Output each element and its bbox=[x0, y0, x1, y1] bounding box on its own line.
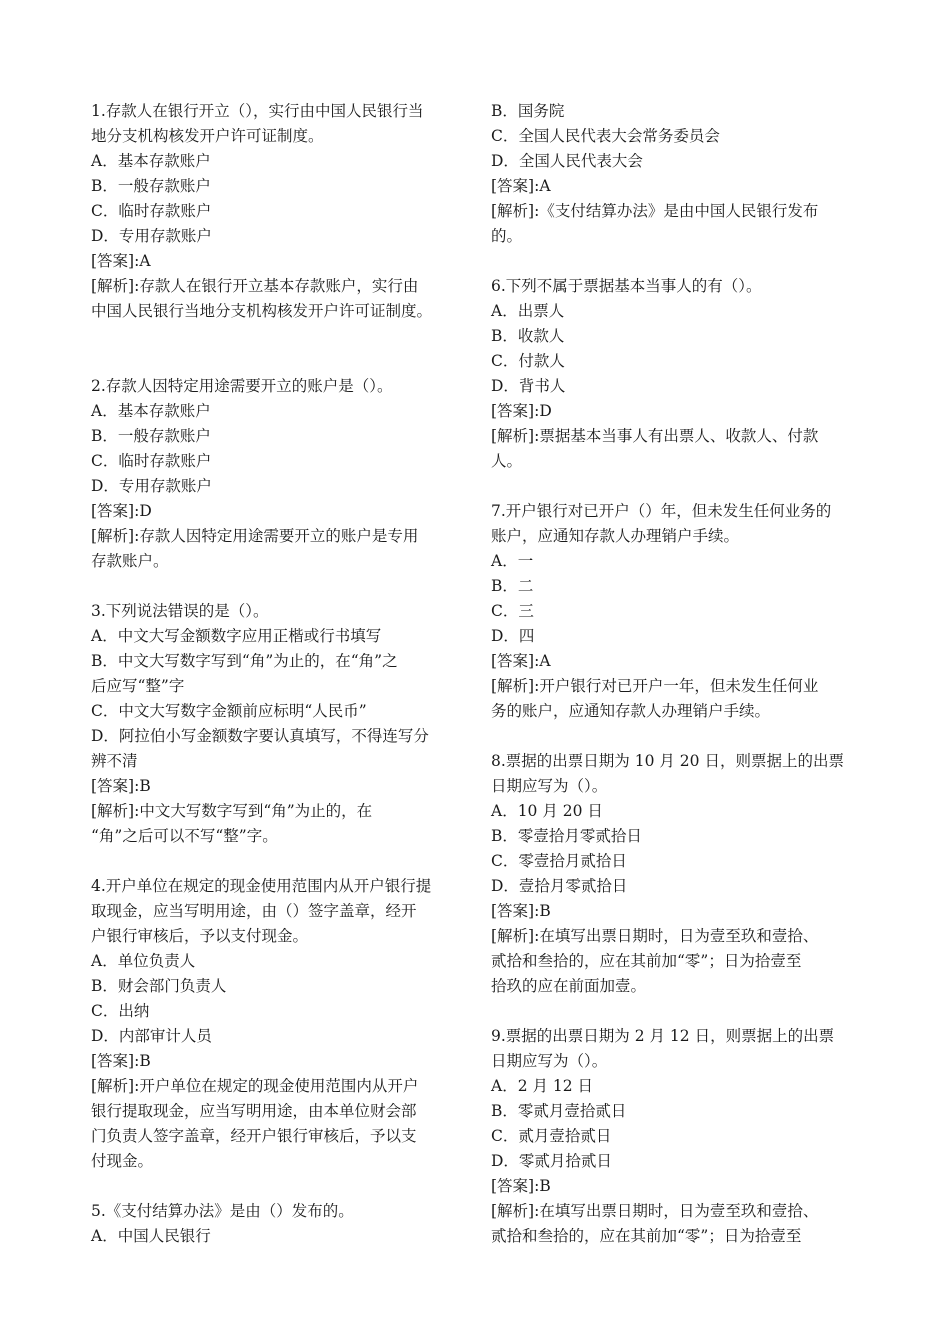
text-line: 7.开户银行对已开户（）年，但未发生任何业务的 bbox=[491, 502, 832, 520]
text-line: [答案]:A bbox=[491, 652, 551, 670]
text-line: C．三 bbox=[491, 602, 534, 620]
blank-line bbox=[91, 574, 463, 599]
text-line: 的。 bbox=[491, 227, 523, 245]
text-line: D．专用存款账户 bbox=[91, 227, 212, 245]
text-line: A．单位负责人 bbox=[91, 952, 196, 970]
text-line: B．国务院 bbox=[491, 102, 565, 120]
text-line: 8.票据的出票日期为 10 月 20 日，则票据上的出票 bbox=[491, 752, 844, 770]
text-line: A．中文大写金额数字应用正楷或行书填写 bbox=[91, 627, 382, 645]
text-line: A．出票人 bbox=[491, 302, 565, 320]
text-line: 银行提取现金，应当写明用途，由本单位财会部 bbox=[91, 1102, 417, 1120]
blank-line bbox=[91, 1174, 463, 1199]
text-line: B．二 bbox=[491, 577, 534, 595]
text-line: D．阿拉伯小写金额数字要认真填写，不得连写分 bbox=[91, 727, 429, 745]
text-line: 取现金，应当写明用途，由（）签字盖章，经开 bbox=[91, 902, 417, 920]
text-line: B．零壹拾月零贰拾日 bbox=[491, 827, 642, 845]
text-line: 5.《支付结算办法》是由（）发布的。 bbox=[91, 1202, 354, 1220]
text-line: 地分支机构核发开户许可证制度。 bbox=[91, 127, 324, 145]
text-line: [答案]:B bbox=[91, 777, 151, 795]
text-line: D．四 bbox=[491, 627, 535, 645]
text-line: [答案]:D bbox=[491, 402, 552, 420]
text-line: A．10 月 20 日 bbox=[491, 802, 603, 820]
right-column bbox=[491, 99, 867, 1249]
text-line: 日期应写为（）。 bbox=[491, 1052, 608, 1070]
text-line: 6.下列不属于票据基本当事人的有（）。 bbox=[491, 277, 762, 295]
text-line: [解析]:票据基本当事人有出票人、收款人、付款 bbox=[491, 427, 819, 445]
text-line: 存款账户。 bbox=[91, 552, 169, 570]
text-line: 日期应写为（）。 bbox=[491, 777, 608, 795]
text-line: “角”之后可以不写“整”字。 bbox=[91, 827, 278, 845]
text-line: B．一般存款账户 bbox=[91, 427, 211, 445]
text-line: [答案]:A bbox=[491, 177, 551, 195]
text-line: 9.票据的出票日期为 2 月 12 日，则票据上的出票 bbox=[491, 1027, 835, 1045]
text-line: C．全国人民代表大会常务委员会 bbox=[491, 127, 720, 145]
text-line: 户银行审核后，予以支付现金。 bbox=[91, 927, 309, 945]
blank-line bbox=[91, 849, 463, 874]
text-line: A．基本存款账户 bbox=[91, 402, 211, 420]
blank-line bbox=[491, 999, 867, 1024]
text-line: D．专用存款账户 bbox=[91, 477, 212, 495]
text-line: 1.存款人在银行开立（），实行由中国人民银行当 bbox=[91, 102, 424, 120]
text-line: [解析]:《支付结算办法》是由中国人民银行发布 bbox=[491, 202, 819, 220]
text-line: [解析]:在填写出票日期时，日为壹至玖和壹拾、 bbox=[491, 1202, 819, 1220]
text-line: 人。 bbox=[491, 452, 523, 470]
text-line: 贰拾和叁拾的，应在其前加“零”；日为拾壹至 bbox=[491, 952, 802, 970]
text-line: 2.存款人因特定用途需要开立的账户是（）。 bbox=[91, 377, 393, 395]
text-line: 中国人民银行当地分支机构核发开户许可证制度。 bbox=[91, 302, 433, 320]
blank-line bbox=[491, 249, 867, 274]
text-line: A．2 月 12 日 bbox=[491, 1077, 594, 1095]
text-line: C．临时存款账户 bbox=[91, 202, 212, 220]
text-line: C．中文大写数字金额前应标明“人民币” bbox=[91, 702, 367, 720]
text-line: 付现金。 bbox=[91, 1152, 154, 1170]
text-line: C．付款人 bbox=[491, 352, 565, 370]
text-line: 贰拾和叁拾的，应在其前加“零”；日为拾壹至 bbox=[491, 1227, 802, 1245]
text-line: D．背书人 bbox=[491, 377, 566, 395]
text-line: 账户，应通知存款人办理销户手续。 bbox=[491, 527, 740, 545]
text-line: [答案]:B bbox=[491, 1177, 551, 1195]
text-line: A．中国人民银行 bbox=[91, 1227, 211, 1245]
text-line: [解析]:开户银行对已开户一年，但未发生任何业 bbox=[491, 677, 819, 695]
text-line: D．壹拾月零贰拾日 bbox=[491, 877, 628, 895]
text-line: 门负责人签字盖章，经开户银行审核后，予以支 bbox=[91, 1127, 417, 1145]
text-line: B．一般存款账户 bbox=[91, 177, 211, 195]
blank-line bbox=[91, 324, 463, 349]
text-line: D．内部审计人员 bbox=[91, 1027, 212, 1045]
text-line: [解析]:存款人因特定用途需要开立的账户是专用 bbox=[91, 527, 419, 545]
text-line: A．一 bbox=[491, 552, 534, 570]
text-line: [答案]:B bbox=[91, 1052, 151, 1070]
text-line: B．收款人 bbox=[491, 327, 565, 345]
text-line: D．全国人民代表大会 bbox=[491, 152, 643, 170]
text-line: C．临时存款账户 bbox=[91, 452, 212, 470]
left-column bbox=[91, 99, 463, 1249]
text-line: [答案]:A bbox=[91, 252, 151, 270]
text-line: [答案]:B bbox=[491, 902, 551, 920]
text-line: 务的账户，应通知存款人办理销户手续。 bbox=[491, 702, 771, 720]
text-line: 后应写“整”字 bbox=[91, 677, 185, 695]
text-line: 拾玖的应在前面加壹。 bbox=[491, 977, 647, 995]
text-line: C．贰月壹拾贰日 bbox=[491, 1127, 612, 1145]
text-line: 辨不清 bbox=[91, 752, 138, 770]
text-line: [解析]:存款人在银行开立基本存款账户，实行由 bbox=[91, 277, 419, 295]
text-line: [答案]:D bbox=[91, 502, 152, 520]
text-line: B．零贰月壹拾贰日 bbox=[491, 1102, 627, 1120]
text-line: C．零壹拾月贰拾日 bbox=[491, 852, 627, 870]
text-line: A．基本存款账户 bbox=[91, 152, 211, 170]
text-line: 3.下列说法错误的是（）。 bbox=[91, 602, 269, 620]
text-line: C．出纳 bbox=[91, 1002, 150, 1020]
blank-line bbox=[491, 724, 867, 749]
text-line: B．财会部门负责人 bbox=[91, 977, 227, 995]
text-line: [解析]:开户单位在规定的现金使用范围内从开户 bbox=[91, 1077, 419, 1095]
text-line: B．中文大写数字写到“角”为止的，在“角”之 bbox=[91, 652, 398, 670]
text-line: D．零贰月拾贰日 bbox=[491, 1152, 612, 1170]
text-line: [解析]:中文大写数字写到“角”为止的，在 bbox=[91, 802, 373, 820]
text-line: 4.开户单位在规定的现金使用范围内从开户银行提 bbox=[91, 877, 432, 895]
blank-line bbox=[491, 474, 867, 499]
blank-line bbox=[91, 349, 463, 374]
text-line: [解析]:在填写出票日期时，日为壹至玖和壹拾、 bbox=[491, 927, 819, 945]
